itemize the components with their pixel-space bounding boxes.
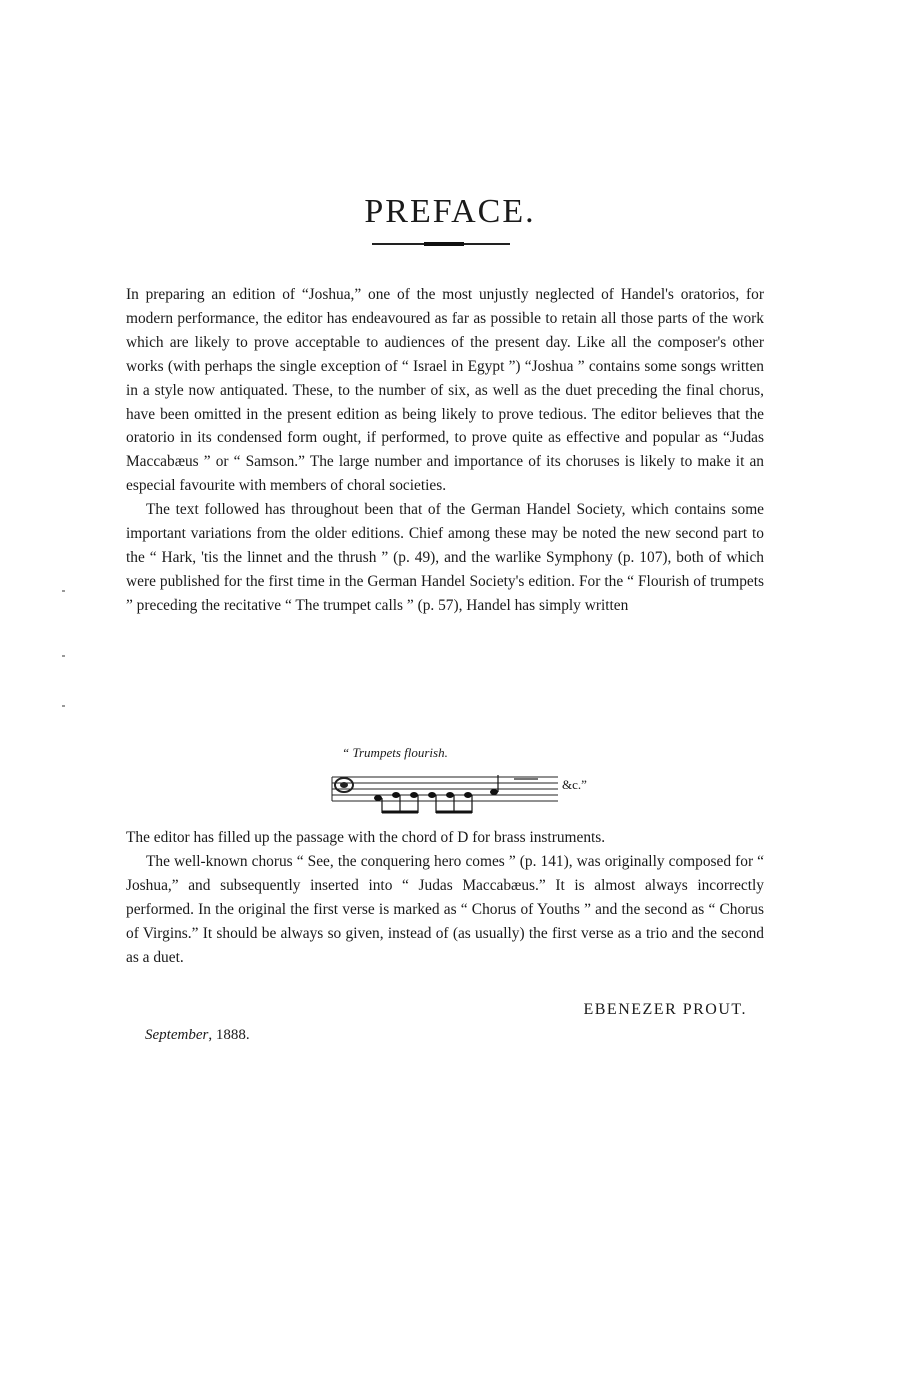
music-example (330, 745, 610, 817)
date-year: , 1888. (208, 1027, 250, 1043)
margin-speck (62, 655, 65, 657)
preface-body (126, 283, 764, 618)
paragraph-4: The well-known chorus “ See, the conquering hero comes ” (p. 141), was originally composed for “ Joshua,” and subsequently inserted into “ Judas Maccabæus.” It is almost always incorrectly performed. In the original the first verse is marked as “ Chorus of Youths ” and the second as “ Chorus of Virgins.” It should be always so given, instead of (as usually) the first verse as a trio and the second as a duet. (126, 852, 764, 966)
author-signature: EBENEZER PROUT. (583, 1001, 747, 1018)
preface-body-continued (126, 826, 764, 969)
date-month: September (145, 1027, 209, 1043)
margin-speck (62, 705, 65, 707)
paragraph-1: In preparing an edition of “Joshua,” one of the most unjustly neglected of Handel's oratorios, for modern performance, the editor has endeavoured as far as possible to retain all those parts of the work which are likely to prove acceptable to audiences of the present day. Like all the composer's other works (with perhaps the single exception of “ Israel in Egypt ”) “Joshua ” contains some songs written in a style now antiquated. These, to the number of six, as well as the duet preceding the final chorus, have been omitted in the present edition as being likely to prove tedious. The editor believes that the oratorio in its condensed form ought, if performed, to prove quite as effective and popular as “Judas Maccabæus ” or “ Samson.” The large number and importance of its choruses is likely to make it an especial favourite with members of choral societies. (126, 286, 764, 495)
paragraph-3: The editor has filled up the passage with the chord of D for brass instruments. (126, 829, 606, 846)
paragraph-2: The text followed has throughout been that of the German Handel Society, which contains some important variations from the older editions. Chief among these may be noted the new second part to the “ Hark, 'tis the linnet and the thrush ” (p. 49), and the warlike Symphony (p. 107), both of which were published for the first time in the German Handel Society's edition. For the “ Flourish of trumpets ” preceding the recitative “ The trumpet calls ” (p. 57), Handel has simply written (126, 501, 764, 614)
margin-speck (62, 590, 65, 592)
page-title: PREFACE. (364, 192, 536, 230)
musical-staff-icon (330, 765, 560, 817)
title-rule (372, 243, 510, 245)
music-caption: “ Trumpets flourish. (342, 745, 448, 760)
date-line (145, 1027, 250, 1044)
music-etc: &c.” (562, 777, 587, 792)
